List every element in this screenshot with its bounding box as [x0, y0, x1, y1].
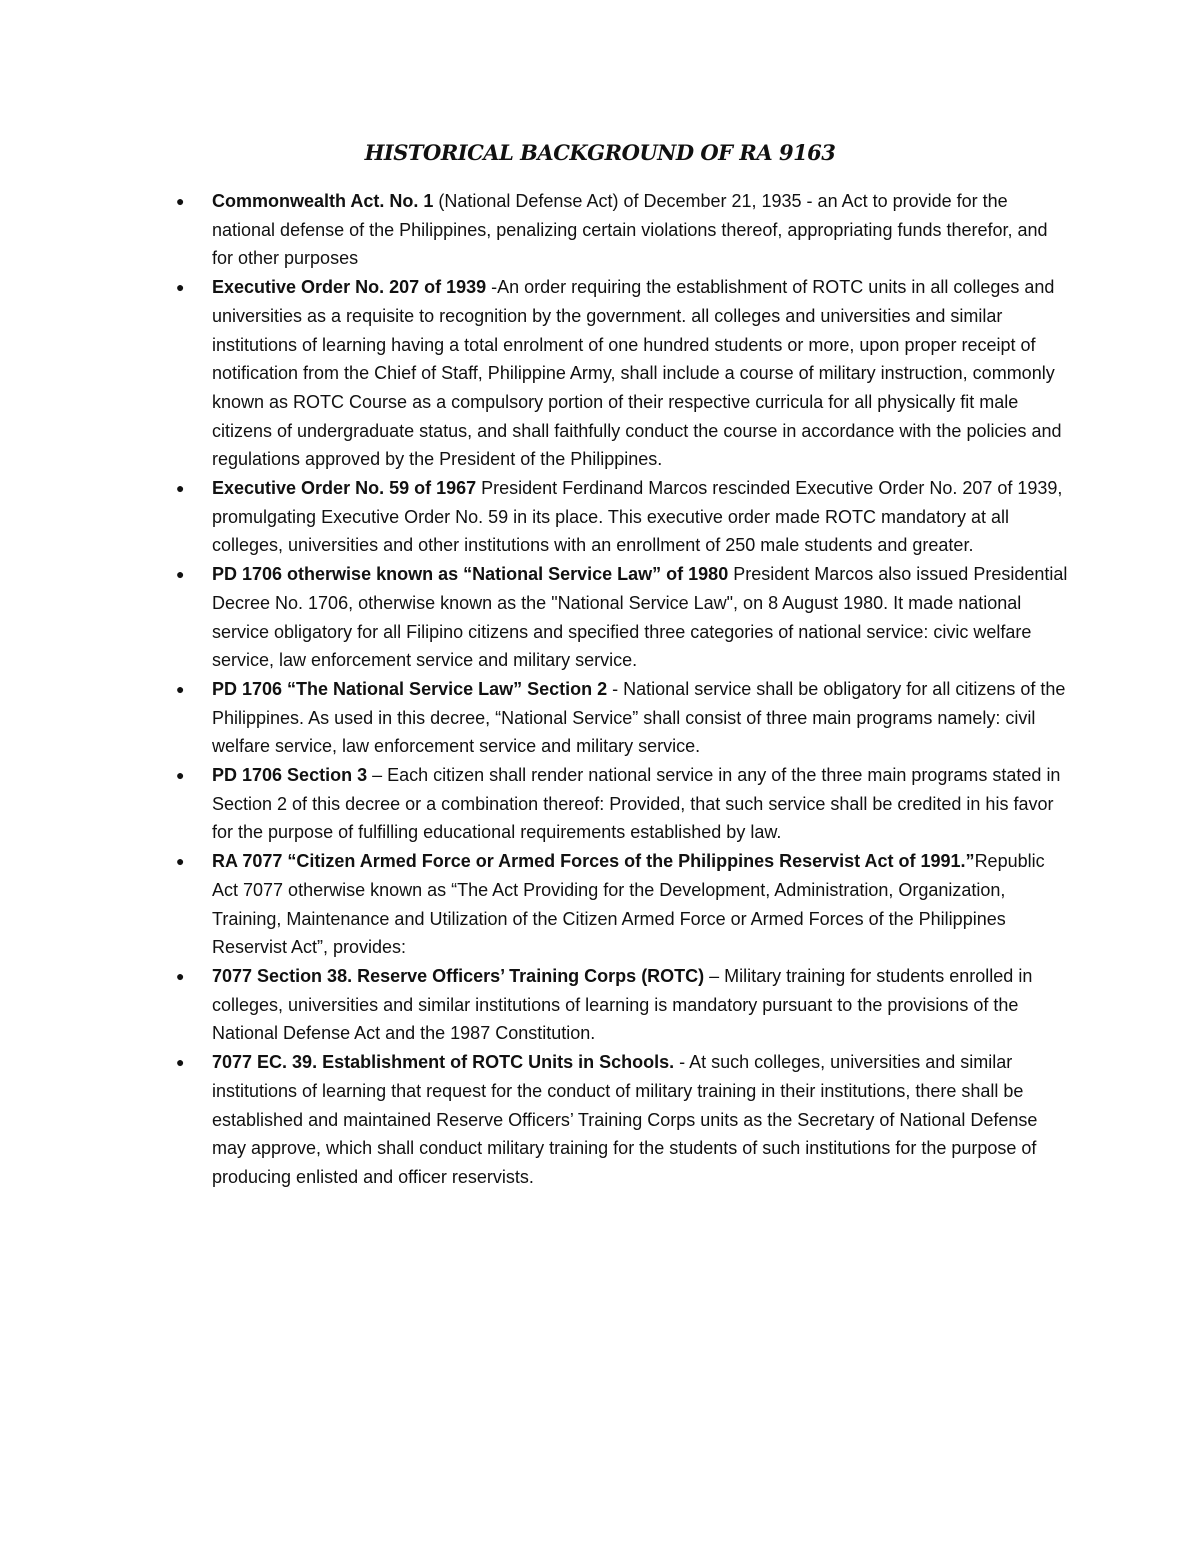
item-body: (National Defense Act) of December 21, 1935 - an Act to provide for the national defense of the Philippines, penalizing certain violations thereof, appropriating funds therefor, and for other purposes: [212, 191, 1048, 269]
item-body: President Ferdinand Marcos rescinded Executive Order No. 207 of 1939, promulgating Executive Order No. 59 in its place. This executive order made ROTC mandatory at all colleges, universities and other institutions with an enrollment of 250 male students and greater.: [212, 478, 1063, 556]
bullet-icon: ●: [176, 566, 185, 583]
item-body: President Marcos also issued Presidential Decree No. 1706, otherwise known as the "National Service Law", on 8 August 1980. It made national service obligatory for all Filipino citizens and specified three categories of national service: civic welfare service, law enforcement service and military service.: [212, 564, 1068, 671]
item-heading: PD 1706 “The National Service Law” Section 2: [212, 678, 608, 699]
list-item: [176, 675, 1072, 761]
list-item: [176, 761, 1072, 847]
bullet-icon: ●: [176, 967, 185, 984]
item-body: Republic Act 7077 otherwise known as “The Act Providing for the Development, Administration, Organization, Training, Maintenance and Utilization of the Citizen Armed Force or Armed Forces of the Philippines Reservist Act”, provides:: [212, 851, 1045, 958]
item-heading: Executive Order No. 207 of 1939: [212, 277, 487, 298]
item-heading: PD 1706 otherwise known as “National Service Law” of 1980: [212, 564, 729, 585]
item-body: - National service shall be obligatory for all citizens of the Philippines. As used in this decree, “National Service” shall consist of three main programs namely: civil welfare service, law enforcement service and military service.: [212, 678, 1066, 757]
bullet-icon: ●: [176, 193, 185, 209]
bullet-icon: ●: [176, 680, 185, 697]
list-item: [176, 962, 1072, 1048]
item-body: – Military training for students enrolled in colleges, universities and similar institutions of learning is mandatory pursuant to the provisions of the National Defense Act and the 1987 Constitution.: [212, 965, 1033, 1044]
item-heading: 7077 Section 38. Reserve Officers’ Training Corps (ROTC): [212, 965, 705, 986]
item-heading: 7077 EC. 39. Establishment of ROTC Units in Schools.: [212, 1052, 675, 1073]
item-heading: PD 1706 Section 3: [212, 765, 368, 786]
list-item: [176, 847, 1072, 962]
bullet-icon: ●: [176, 480, 185, 497]
bullet-icon: ●: [176, 279, 185, 296]
list-item: [176, 273, 1072, 474]
item-body: -An order requiring the establishment of ROTC units in all colleges and universities as a requisite to recognition by the government. all colleges and universities and similar institutions of learning having a total enrolment of one hundred students or more, upon proper receipt of notification from the Chief of Staff, Philippine Army, shall include a course of military instruction, commonly known as ROTC Course as a compulsory portion of their respective curricula for all physically fit male citizens of undergraduate status, and shall faithfully conduct the course in accordance with the policies and regulations approved by the President of the Philippines.: [212, 277, 1062, 470]
list-item: [176, 560, 1072, 675]
item-body: – Each citizen shall render national service in any of the three main programs stated in Section 2 of this decree or a combination thereof: Provided, that such service shall be credited in his favor for the purpose of fulfilling educational requirements established by law.: [212, 765, 1061, 843]
history-list: [176, 187, 1072, 1192]
list-item: [176, 1048, 1072, 1192]
bullet-icon: ●: [176, 853, 185, 870]
list-item: [176, 187, 1072, 273]
list-item: [176, 474, 1072, 560]
item-heading: RA 7077 “Citizen Armed Force or Armed Forces of the Philippines Reservist Act of 1991.”: [212, 851, 975, 872]
bullet-icon: ●: [176, 767, 185, 784]
bullet-icon: ●: [176, 1054, 185, 1071]
item-body: - At such colleges, universities and similar institutions of learning that request for the conduct of military training in their institutions, there shall be established and maintained Reserve Officers’ Training Corps units as the Secretary of National Defense may approve, which shall conduct military training for the students of such institutions for the purpose of producing enlisted and officer reservists.: [212, 1052, 1038, 1187]
item-heading: Commonwealth Act. No. 1: [212, 191, 434, 211]
item-heading: Executive Order No. 59 of 1967: [212, 478, 477, 499]
document-title: HISTORICAL BACKGROUND OF RA 9163: [364, 140, 836, 165]
